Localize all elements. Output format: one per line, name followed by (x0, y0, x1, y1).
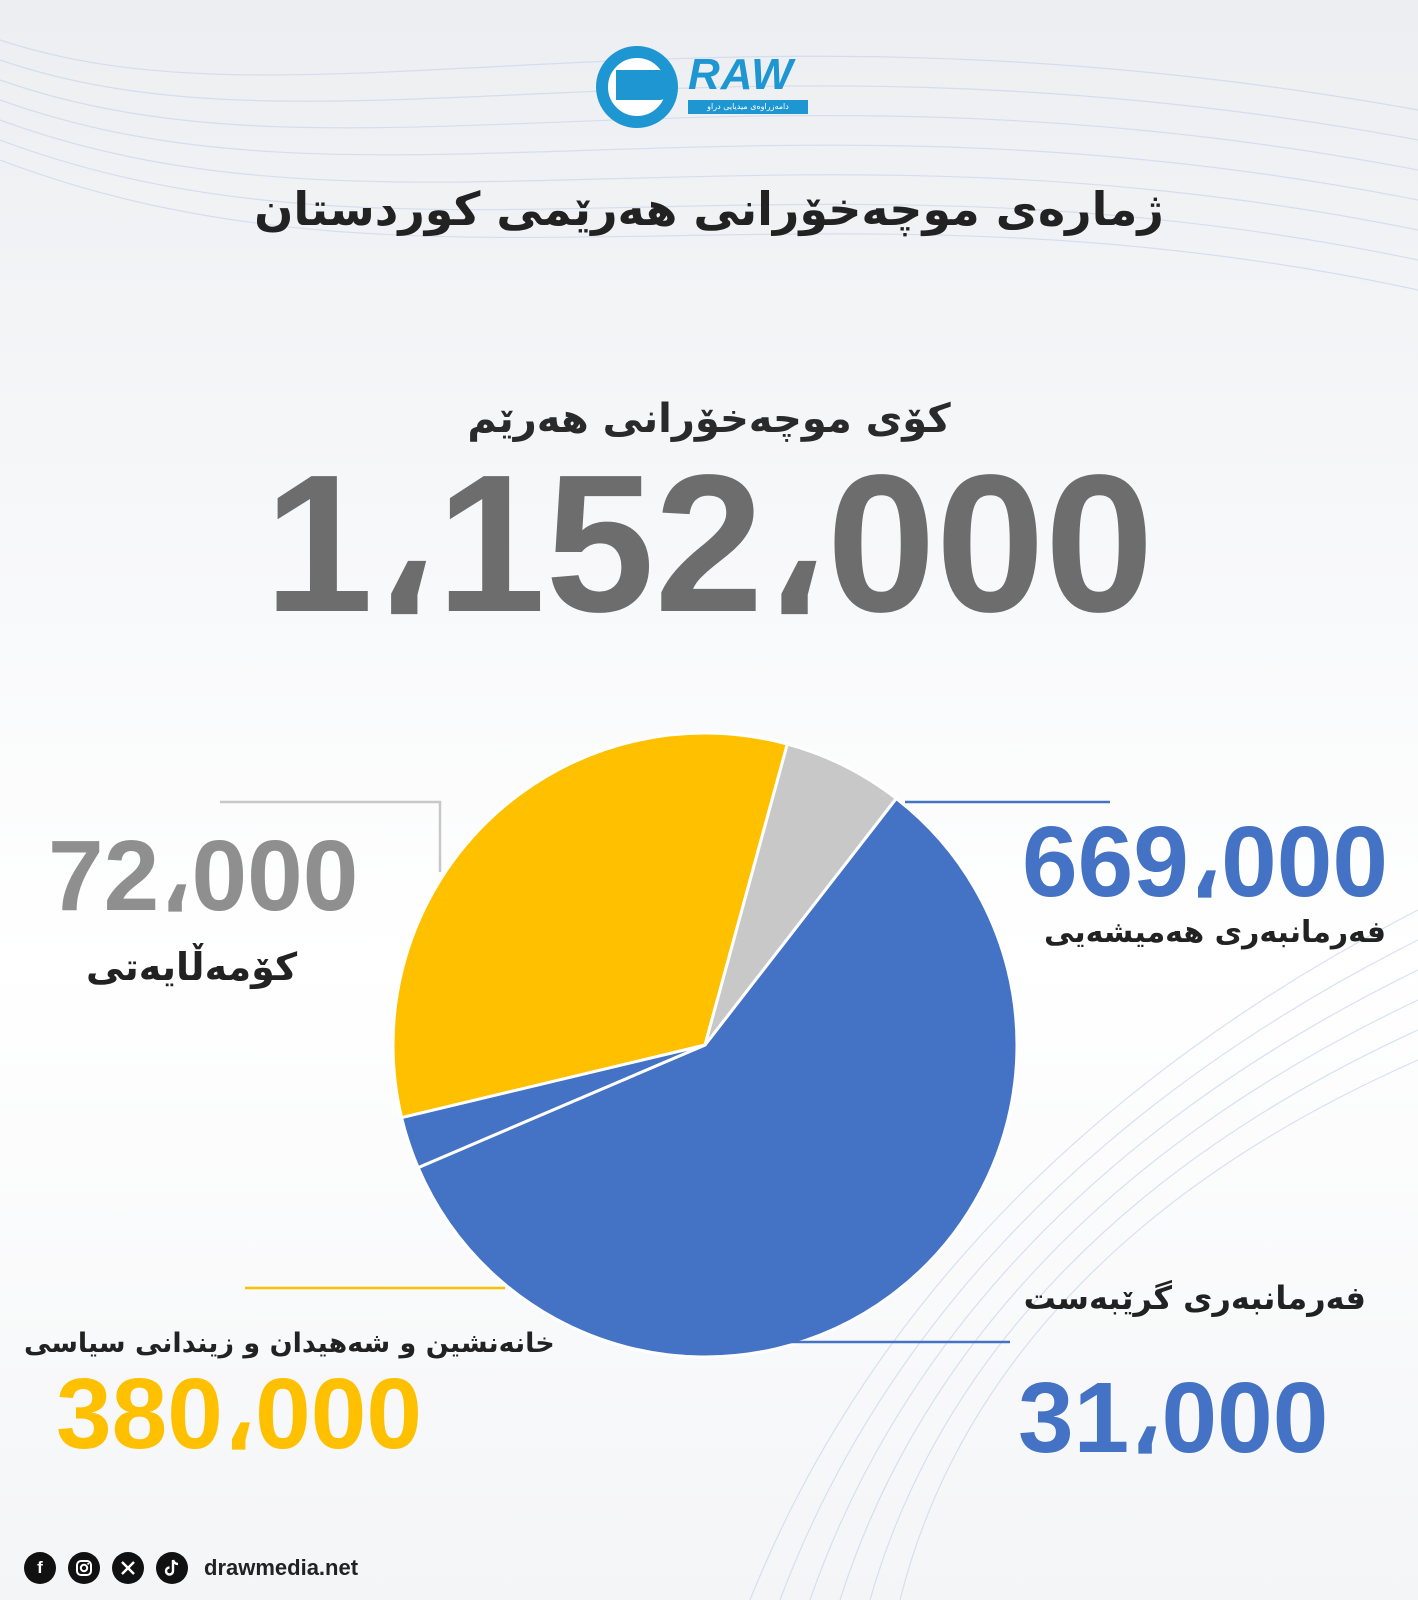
page-title: ژمارەی موچەخۆرانی هەرێمی کوردستان (254, 182, 1164, 236)
slice-label-retired: خانەنشین و شەهیدان و زیندانی سیاسی (24, 1328, 555, 1359)
slice-label-contract: فەرمانبەری گرێبەست (1023, 1279, 1366, 1317)
facebook-icon[interactable]: f (24, 1552, 56, 1584)
total-label: کۆی موچەخۆرانی هەرێم (467, 396, 951, 442)
logo-tagline: دامەزراوەی میدیایی دراو (688, 100, 808, 114)
slice-value-permanent: 669،000 (1022, 806, 1388, 918)
slice-value-contract: 31،000 (1018, 1362, 1329, 1474)
slice-value-social: 72،000 (48, 820, 359, 932)
logo-word: RAW (688, 50, 794, 99)
footer (24, 1550, 358, 1586)
slice-value-retired: 380،000 (56, 1358, 422, 1470)
instagram-icon[interactable] (68, 1552, 100, 1584)
x-icon[interactable] (112, 1552, 144, 1584)
slice-label-social: کۆمەڵایەتی (86, 945, 298, 989)
tiktok-icon[interactable] (156, 1552, 188, 1584)
slice-label-permanent: فەرمانبەری هەمیشەیی (1043, 915, 1386, 950)
website-link[interactable]: drawmedia.net (204, 1555, 359, 1580)
total-value: 1،152،000 (264, 434, 1154, 653)
